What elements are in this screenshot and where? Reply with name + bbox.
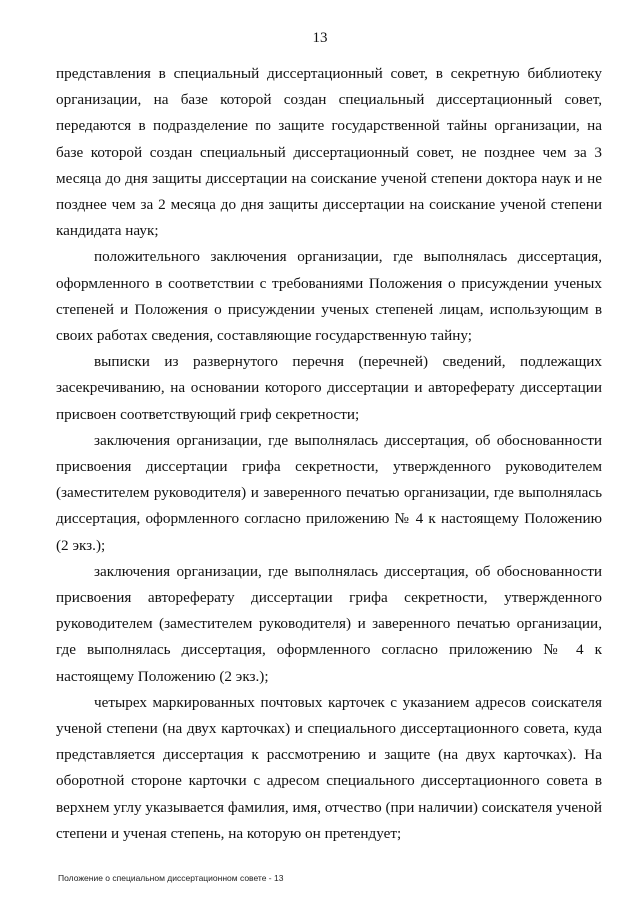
page-footer: Положение о специальном диссертационном совете - 13 <box>58 873 284 883</box>
paragraph-postal-cards: четырех маркированных почтовых карточек с указанием адресов соискателя ученой степени (на двух карточках) и специального диссертационного совета, куда представляется диссертация к рассмотрению и защите (на двух карточках). На оборотной стороне карточки с адресом специального диссертационного совета в верхнем углу указывается фамилия, имя, отчество (при наличии) соискателя ученой степени и ученая степень, на которую он претендует; <box>56 693 602 842</box>
paragraph-classified-list-extract: выписки из развернутого перечня (перечней) сведений, подлежащих засекречиванию, на основании которого диссертации и автореферату диссертации присвоен соответствующий гриф секретности; <box>56 353 602 423</box>
paragraph-continuation: представления в специальный диссертационный совет, в секретную библиотеку организации, на базе которой создан специальный диссертационный совет, передаются в подразделение по защите государственной тайны организации, на базе которой создан специальный диссертационный совет, не позднее чем за 3 месяца до дня защиты диссертации на соискание ученой степени доктора наук и не позднее чем за 2 месяца до дня защиты диссертации на соискание ученой степени кандидата наук; <box>56 65 602 240</box>
paragraph-positive-conclusion: положительного заключения организации, где выполнялась диссертация, оформленного в соответствии с требованиями Положения о присуждении ученых степеней и Положения о присуждении ученых степеней лицам, использующим в своих работах сведения, составляющие государственную тайну; <box>56 248 602 345</box>
document-body <box>56 61 602 847</box>
paragraph-dissertation-secrecy-conclusion: заключения организации, где выполнялась диссертация, об обоснованности присвоения диссертации грифа секретности, утвержденного руководителем (заместителем руководителя) и заверенного печатью организации, где выполнялась диссертация, оформленного согласно приложению № 4 к настоящему Положению (2 экз.); <box>56 431 602 554</box>
page-number: 13 <box>312 30 328 46</box>
paragraph-abstract-secrecy-conclusion: заключения организации, где выполнялась диссертация, об обоснованности присвоения автореферату диссертации грифа секретности, утвержденного руководителем (заместителем руководителя) и заверенного печатью организации, где выполнялась диссертация, оформленного согласно приложению № 4 к настоящему Положению (2 экз.); <box>56 562 602 685</box>
